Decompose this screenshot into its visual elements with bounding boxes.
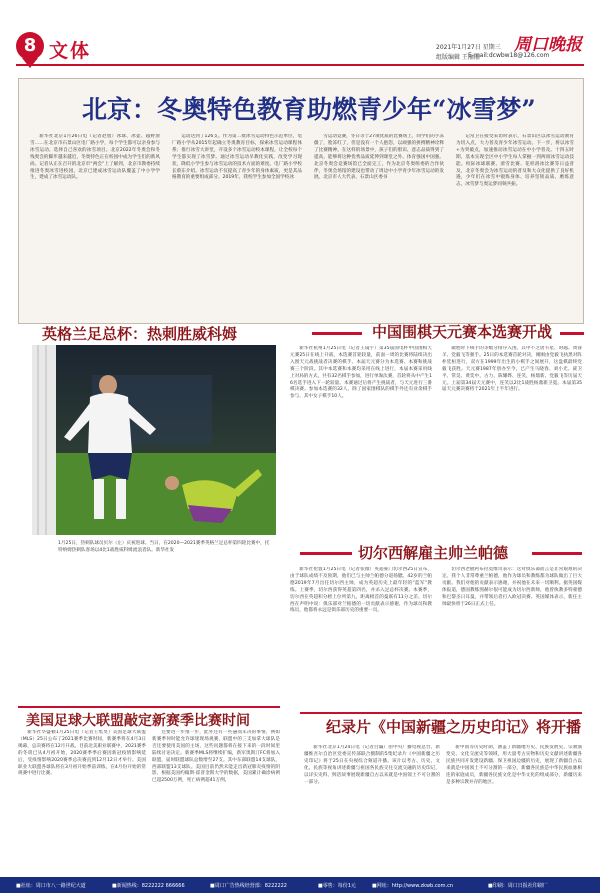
photo-caption: 1月25日，热刺队球员贝尔（左）庆祝进球。当日，在2020—2021赛季英格兰足总杯第四轮比赛中，托特纳姆热刺队客场以4比1战胜威科姆流浪者队。新华社发: [58, 541, 270, 553]
mls-col-1: 新华社华盛顿1月25日电（记者王集旻）美国足球大联盟（MLS）25日公布了2021赛季比赛时间，新赛季将在4月3日揭幕，总决赛将在12月开战。目前北美职业联赛中，2021赛季的冬训已从4月初开始，2020赛季季后赛因新冠疫情影响延后，受疫情影响2020赛季总决赛直到12月12日才举行。美国职业大联盟各球队将在3月初开始季前训练，在4月份开始的常规赛中进行比赛。: [18, 730, 146, 777]
contact-email[interactable]: E-mail:dcwbw18@126.com: [468, 52, 550, 59]
weiqi-col-1: 新华社杭州1月25日电（记者王镜宇）第35届国电杯中国围棋天元赛25日在线上开战，本选赛首轮较量，前面一周的比赛将陆续决出入围天元战挑战者决赛的棋手。本届天元赛分为本选赛、本赛和挑战赛三个阶段。其中本选赛和本赛均采用在线上进行，本届本赛采用线上对局的方式，共有32名棋手参加，进行单淘汰赛，首轮将从中产生16名选手进入下一轮较量。本赛通过后将产生挑战者，与天元进行三番棋决赛。参加本选赛的32人，除了国家围棋队的棋手外还有业余棋手参与，其中女子棋手10人。: [290, 346, 432, 400]
chelsea-col-2: 切尔西老板阿布拉莫维奇表示：这对俱乐部而言是非常艰难的决定。我个人非常尊重兰帕德，他作为球员和教练都为球队做出了巨大贡献。我们对他的贡献表示感谢，并祝他在未来一切顺利。据英国媒体报道，德国教练图赫尔很可能成为切尔西新帅，他曾执教多特蒙德和巴黎圣日耳曼，并带领后者打入欧冠决赛。英国媒体表示，新任主帅最快将于26日正式上任。: [442, 567, 582, 607]
footer-printer: ■印刷：周口日报社印刷厂: [488, 883, 548, 889]
editor-credit: 组版编辑 王丽丽: [436, 54, 480, 61]
top-story-col-4: 记常卫在接受采访时表示，石景山区以冰雪运动教育为切入点，大力普及青少年冰雪运动。下一步，将以冰雪+为突破点，加速推动冰雪运动在中小学普及。十四五时期，基本实现全区中小学生每人掌握一到两项冰雪运动技能。校际冰球联赛、滑雪比赛、花样滑冰比赛等日益普及，北京冬奥会为冰雪运动的普及和大众化提供了良好机遇，少年们在冰雪中锻炼身体、培养坚韧品质、磨炼意志，冰雪梦与奥运梦同频共振。: [456, 134, 574, 188]
top-story-headline: 北京：冬奥特色教育助燃青少年“冰雪梦”: [82, 95, 536, 124]
headline-rule-right: [560, 332, 584, 335]
mls-headline: 美国足球大联盟敲定新赛季比赛时间: [26, 713, 250, 729]
documentary-headline: 纪录片《中国新疆之历史印记》将开播: [326, 718, 582, 736]
section-title: 文体: [49, 40, 92, 62]
mls-col-2: 还要进一步推一步，此外还有一些悬而未决的事情，例如新赛季何时能允许球迷现场观赛，联盟中的三支加拿大球队是否还要使用美国的主场，这些问题都将在接下来的一段时间里陆续讨论决定。新赛季MLS将继续扩编，新军奥斯汀FC将加入联盟，届时联盟球队总数增至27支。其中东部联盟14支球队，西部联盟13支球队。美国目前仍然未能走出新冠肺炎疫情的阴影，根据美国约翰斯·霍普金斯大学的数据，美国累计确诊病例已超2500万例，死亡病例超41万例。: [152, 730, 280, 784]
footer-website[interactable]: ■网址：http://www.zkwb.com.cn: [372, 883, 453, 889]
footer-address: ■社址：周口市八一路世纪大道: [16, 883, 86, 889]
weiqi-col-2: 做胜时下棋手的等级分排序入围，其中不乏唐韦星、时越、周睿羊、党毅飞等强手。25日的本选赛首轮对决，刚刚由党毅飞执黑对阵朴廷桓进行，双方在1999年出生的小棋手之间展开，这盘棋最终党毅飞获胜。天元赛1987年创办至今，已产生马晓春、刘小光、聂卫平、常昊、黄奕中、古力、陈耀烨、连笑、杨鼎新、党毅飞等历届天元。上届第34届天元赛中，连笑以2比1战胜杨鼎新卫冕。本届第35届天元赛决赛将于2021年上半年进行。: [442, 346, 582, 393]
footer-bar: [0, 877, 600, 893]
top-story-col-1: 新华社北京1月26日电（记者赵旭）冰球、冰壶、越野滑雪……在北京市石景山区电厂路小学，每个学生都可以亲身参与冰雪运动。选择自己喜欢的冰雪项目。北京2022年冬奥会和冬残奥会的脚步越来越近，冬奥特色正在校园中成为学生们的新风尚。记者从正在召开的北京市“两会”上了解到，北京市教委持续推进冬奥冰雪进校园，北京已建成冰雪运动队覆盖了中小学学生，建成了冰雪运动队。: [30, 134, 160, 181]
top-story-col-3: 雪运动竞赛，冬日等于27项优质的比赛场上，同学们的手冻僵了，脸冻红了，但是没有一个人抱怨，以顽强的拼搏精神诠释了比赛精神。在这样的场景中，孩子们的胆识、意志品质得到了提高，能够将这种优秀品质延伸到课堂之外。体育强国中国强。北京冬奥会竞赛场馆已全面完工，作为北京冬奥组委的合作伙伴，冬奥会场馆的建设也带动了周边中小学青少年冰雪运动的发展。北京市人大代表、石景山区委书: [314, 134, 444, 181]
newspaper-logo: 周口晚报: [514, 35, 582, 55]
football-photo-art: [32, 345, 276, 535]
header-divider: [16, 64, 584, 66]
footer-news-hotline: ■新闻热线：8222222 666666: [112, 883, 185, 889]
footer-ad-hotline: ■周口广告热线经营部：8222222: [210, 883, 287, 889]
issue-date: 2021年1月27日 星期三: [436, 44, 501, 51]
chelsea-rule-left: [300, 552, 352, 555]
football-photo: [32, 345, 276, 535]
weiqi-headline: 中国围棋天元赛本选赛开战: [372, 323, 553, 341]
page-number-badge: 8: [16, 32, 44, 60]
documentary-col-2: 新中国等历史时期，涵盖了新疆地方史、民族发展史、宗教演变史、文化交流史等领域，用大量考古实物和历史文献讲述新疆各民族共同开发建设新疆、保卫祖国边疆的历史，展现了新疆自古以来就是中国领土不可分割的一部分，新疆各民族是中华民族血脉相连的家庭成员，新疆各民族文化是中华文化的组成部分，新疆历来是多种宗教并存的地区。: [446, 745, 582, 785]
fa-cup-headline: 英格兰足总杯：热刺胜威科姆: [42, 325, 238, 343]
chelsea-headline: 切尔西解雇主帅兰帕德: [358, 544, 509, 562]
chelsea-rule-right: [532, 552, 582, 555]
headline-rule-left: [312, 332, 362, 335]
footer-price: ■零售：每份1元: [318, 883, 356, 889]
documentary-rule: [300, 712, 582, 714]
chelsea-col-1: 新华社伦敦1月25日电（记者张薇）英超豪门切尔西25日宣布，由于球队成绩不及预期，他们已与主帅兰帕德分道扬镳。42岁的兰帕德2019年7月出任切尔西主帅，成为英超历史上最年轻的“蓝军”教练。上赛季，切尔西获得英超第四名，并杀入足总杯决赛。本赛季，切尔西在英超积分榜上位列第九，距离榜首的曼联有11分之差。切尔西在声明中说：俱乐部对兰帕德的一切贡献表示感谢，作为球员和教练员，他都将永远是俱乐部历史的重要一员。: [290, 567, 432, 614]
documentary-col-1: 新华社北京1月24日电（记者白瀛）由中央广播电视总台、新疆维吾尔自治区党委宣传部联合摄制的5集纪录片《中国新疆之历史印记》将于25日在央视综合频道开播。该片以考古、历史、文化、民族等视角讲述新疆与祖国各民族交往交流交融的历史印记，以详实史料、鲜活故事展现新疆自古以来就是中国领土不可分割的一部分。: [304, 745, 440, 785]
top-story-col-2: 运动达到了126支。作为第二批冰雪运动特色示范单位，电厂路小学从2015年起确立冬奥教育目标，探索冰雪运动课程体系；推行冰雪大讲堂，开设多个冰雪运动校本课程，让全校每个学生都实现了冰雪梦。通过冰雪运动早教化实践，改变学习现状，降低小学生参与冰雪运动的技术方面的难度。电厂路小学校长蔡东介绍。冰雪运动不仅提高了青少年的身体素质，更是其品格教育的重要组成部分。2019年，我校学生参加全国学校冰: [172, 134, 302, 181]
mls-rule: [18, 706, 280, 708]
